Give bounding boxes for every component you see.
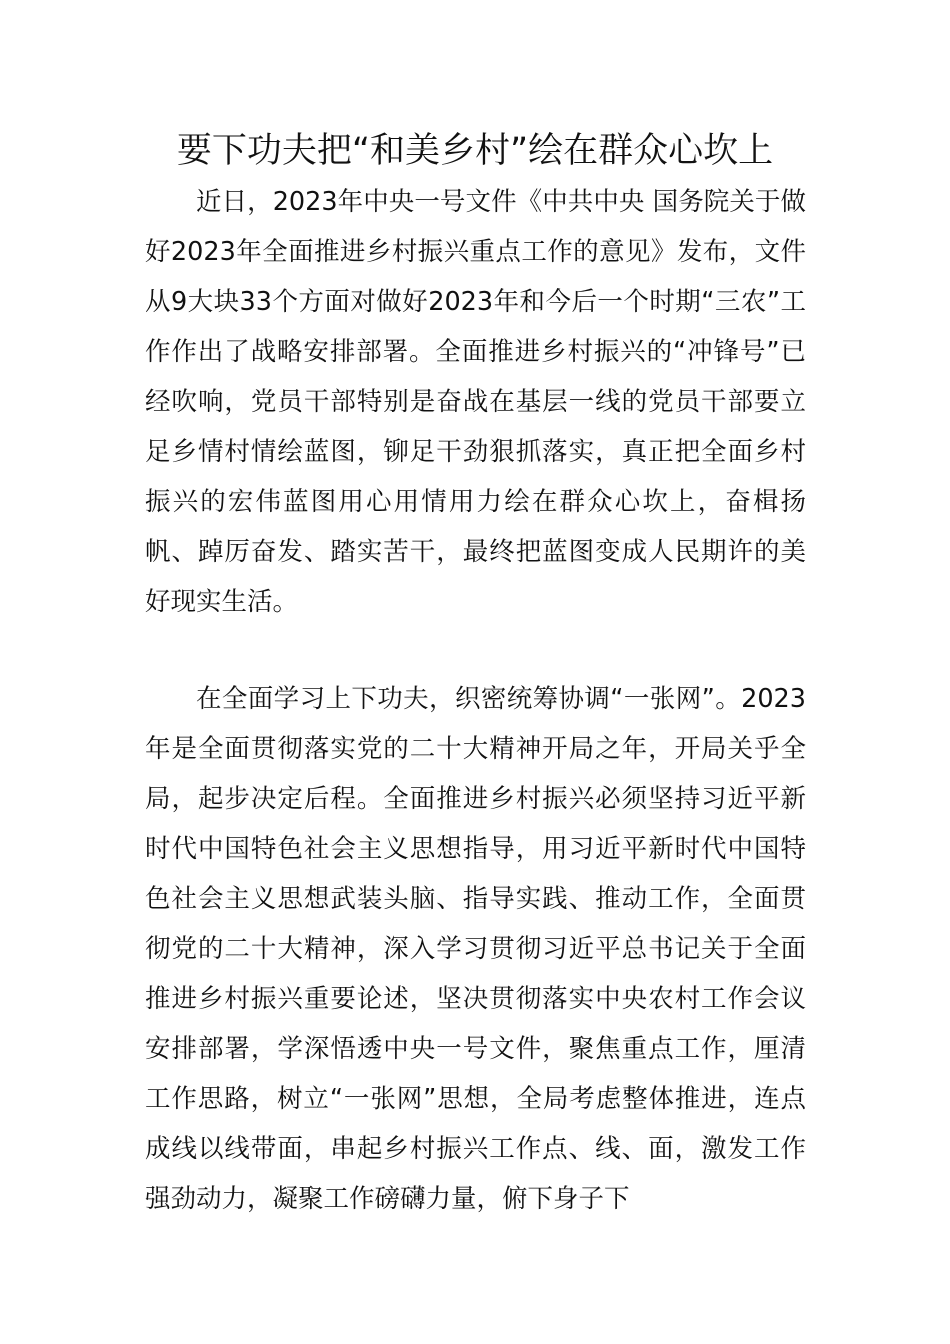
- document-title: 要下功夫把“和美乡村”绘在群众心坎上: [176, 131, 774, 171]
- paragraph-1: 近日，2023年中央一号文件《中共中央 国务院关于做好2023年全面推进乡村振兴重点工作的意见》发布，文件从9大块33个方面对做好2023年和今后一个时期“三农”工作作出了战略安排部署。全面推进乡村振兴的“冲锋号”已经吹响，党员干部特别是奋战在基层一线的党员干部要立足乡情村情绘蓝图，铆足干劲狠抓落实，真正把全面乡村振兴的宏伟蓝图用心用情用力绘在群众心坎上，奋楫扬帆、踔厉奋发、踏实苦干，最终把蓝图变成人民期许的美好现实生活。: [145, 187, 806, 617]
- paragraph-2: 在全面学习上下功夫，织密统筹协调“一张网”。2023年是全面贯彻落实党的二十大精神开局之年，开局关乎全局，起步决定后程。全面推进乡村振兴必须坚持习近平新时代中国特色社会主义思想指导，用习近平新时代中国特色社会主义思想武装头脑、指导实践、推动工作，全面贯彻党的二十大精神，深入学习贯彻习近平总书记关于全面推进乡村振兴重要论述，坚决贯彻落实中央农村工作会议安排部署，学深悟透中央一号文件，聚焦重点工作，厘清工作思路，树立“一张网”思想，全局考虑整体推进，连点成线以线带面，串起乡村振兴工作点、线、面，激发工作强劲动力，凝聚工作磅礴力量，俯下身子下: [145, 684, 806, 1214]
